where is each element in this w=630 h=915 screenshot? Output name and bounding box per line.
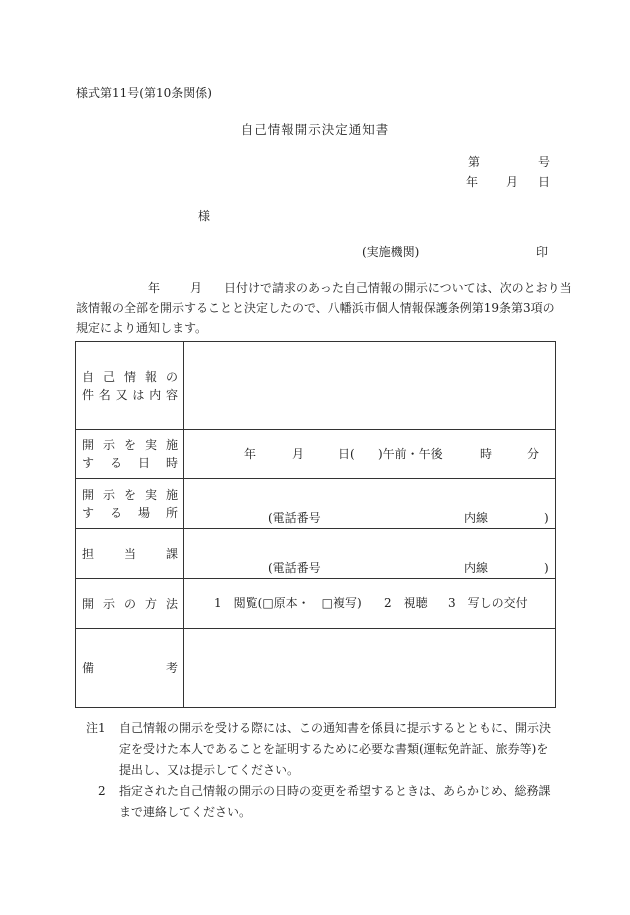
section-extension-label: 内線 [464,561,489,575]
datetime-label-cell [76,430,184,479]
intro-line-3: 規定により通知します。 [76,321,208,335]
datetime-minute: 分 [527,447,540,461]
place-phone-label: (電話番号 [268,511,321,525]
disclosure-details-table [75,341,556,708]
note-number: 2 [98,784,106,798]
subject-row [76,342,556,430]
intro-line1-text: 日付けで請求のあった自己情報の開示については、次のとおり当 [224,281,572,295]
datetime-year: 年 [244,447,257,461]
method-label-cell [76,579,184,629]
subject-value-cell[interactable] [184,342,556,430]
document-number-prefix: 第 [468,155,481,169]
datetime-label-line1: 開示を実施 [82,438,178,452]
remarks-row [76,629,556,708]
note-number: 注1 [86,721,106,735]
section-phone-label: (電話番号 [268,561,321,575]
section-value-cell[interactable] [184,529,556,579]
section-label-cell [76,529,184,579]
method-value-cell [184,579,556,629]
document-title: 自己情報開示決定通知書 [240,122,390,137]
document-number-suffix: 号 [538,155,551,169]
remarks-value-cell[interactable] [184,629,556,708]
note-text: 自己情報の開示を受ける際には、この通知書を係員に提示するとともに、開示決定を受けた本人であることを証明するために必要な書類(運転免許証、旅券等)を提出し、又は提示してください。 [119,721,552,777]
place-extension-label: 内線 [464,511,489,525]
section-row [76,529,556,579]
datetime-row [76,430,556,479]
subject-label-line1: 自己情報の [82,369,178,384]
note-item [86,781,556,823]
method-row [76,579,556,629]
place-label-line1: 開示を実施 [82,487,178,502]
intro-line-2: 該情報の全部を開示することと決定したので、八幡浜市個人情報保護条例第19条第3項の [76,301,555,315]
section-phone-close: ) [544,561,549,575]
form-number-label: 様式第11号(第10条関係) [76,86,212,100]
datetime-month: 月 [292,447,305,461]
issue-date-day: 日 [538,175,551,189]
place-phone-close: ) [544,511,549,525]
intro-paragraph [76,278,572,338]
intro-year: 年 [148,281,161,295]
method-label: 開示の方法 [82,596,178,611]
datetime-hour: 時 [480,447,493,461]
section-label: 担当課 [82,546,178,561]
place-row [76,479,556,529]
place-value-cell[interactable] [184,479,556,529]
intro-month: 月 [190,281,203,295]
datetime-value-cell[interactable] [184,430,556,479]
issue-date-month: 月 [506,175,519,189]
datetime-day: 日( [338,447,355,461]
remarks-label-cell [76,629,184,708]
seal-mark: 印 [536,245,549,259]
datetime-ampm: )午前・午後 [378,447,443,461]
subject-label-line2: 件名又は内容 [82,387,178,402]
subject-label-cell [76,342,184,430]
issue-date-year: 年 [466,175,479,189]
method-option-copy[interactable]: 3 写しの交付 [448,596,528,610]
implementing-agency-label: (実施機関) [362,245,420,259]
intro-line-1 [76,278,572,298]
note-item [86,718,556,781]
note-text: 指定された自己情報の開示の日時の変更を希望するときは、あらかじめ、総務課まで連絡してください。 [119,784,551,819]
remarks-label: 備考 [82,661,178,675]
method-option-view[interactable]: 1 閲覧(□原本・ □複写) [214,596,362,610]
method-option-listen[interactable]: 2 視聴 [384,596,428,610]
place-label-cell [76,479,184,529]
addressee-suffix: 様 [198,209,211,223]
place-label-line2: する場所 [82,505,178,520]
datetime-label-line2: する日時 [82,456,178,470]
notes-section [86,718,556,823]
